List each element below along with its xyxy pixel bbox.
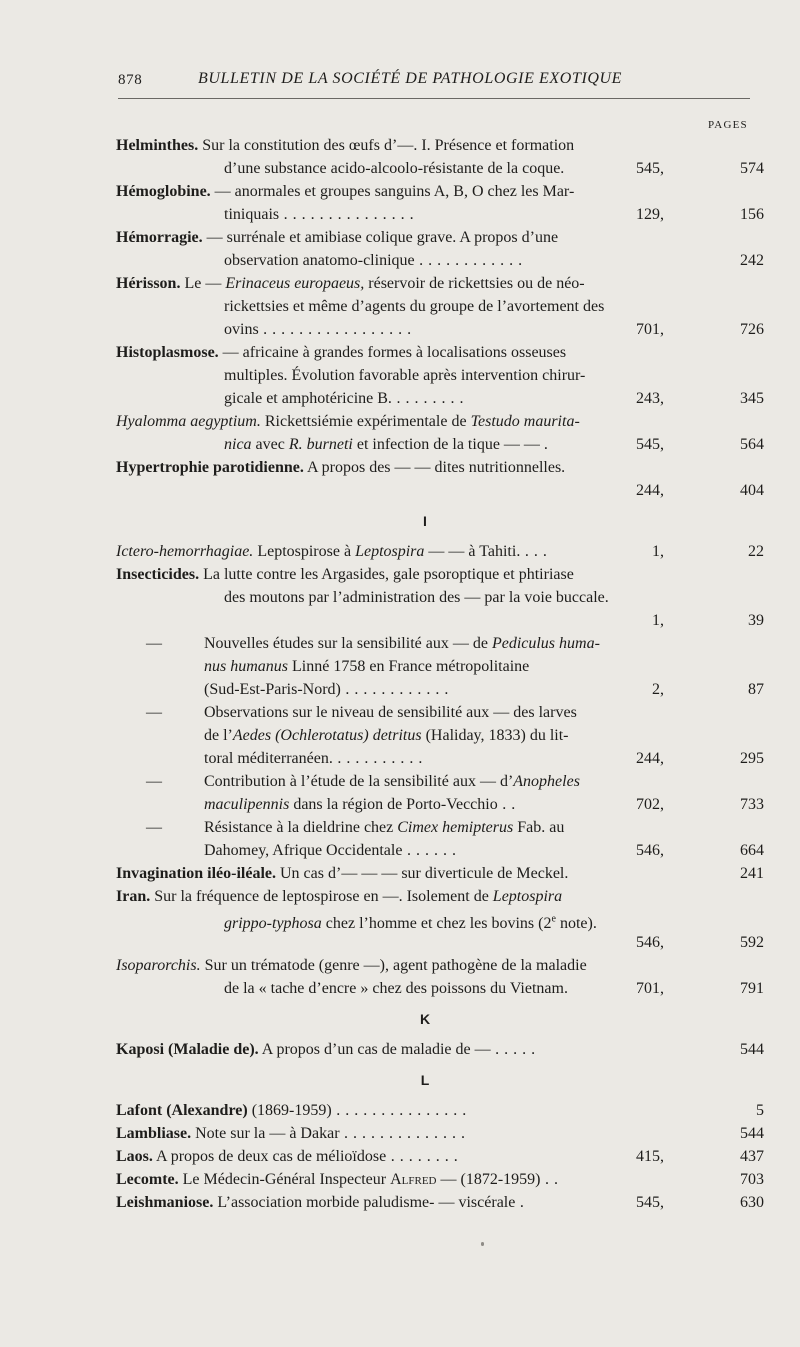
- bulletin-reference: 1,: [652, 612, 664, 629]
- index-line: [116, 931, 764, 954]
- page-reference: 544: [740, 1041, 764, 1058]
- index-line: [116, 433, 764, 456]
- bulletin-reference: 701,: [636, 321, 664, 338]
- page-reference: 703: [740, 1171, 764, 1188]
- index-line: [116, 180, 764, 203]
- index-line: [116, 1099, 764, 1122]
- bulletin-reference: 2,: [652, 681, 664, 698]
- page-reference: 630: [740, 1194, 764, 1211]
- dot-leader: . . . . . . . . . . . .: [414, 252, 523, 269]
- page-reference: 345: [740, 390, 764, 407]
- index-line: [116, 701, 764, 724]
- page-reference: 592: [740, 934, 764, 951]
- page-reference: 574: [740, 160, 764, 177]
- page-reference: 5: [756, 1102, 764, 1119]
- entry-text: Résistance à la dieldrine chez Cimex hemipterus Fab. au: [204, 819, 565, 836]
- index-line: [116, 793, 764, 816]
- page-reference: 726: [740, 321, 764, 338]
- entry-text: tiniquais: [224, 206, 280, 223]
- entry-text: de la « tache d’encre » chez des poissons du Vietnam.: [224, 980, 568, 997]
- bulletin-reference: 546,: [636, 842, 664, 859]
- index-line: [116, 295, 764, 318]
- bulletin-reference: 1,: [652, 543, 664, 560]
- bulletin-reference: 129,: [636, 206, 664, 223]
- page-reference: 241: [740, 865, 764, 882]
- index-line: [116, 816, 764, 839]
- entry-text: observation anatomo-clinique: [224, 252, 415, 269]
- page-reference: 87: [748, 681, 764, 698]
- entry-text: Invagination iléo-iléale. Un cas d’— — — sur diverticule de Meckel.: [116, 865, 569, 882]
- index-line: [116, 747, 764, 770]
- entry-text: Leishmaniose. L’association morbide paludisme- — viscérale: [116, 1194, 516, 1211]
- pages-column-label: PAGES: [708, 119, 748, 131]
- entry-text: Hémorragie. — surrénale et amibiase colique grave. A propos d’une: [116, 229, 559, 246]
- index-line: [116, 908, 764, 931]
- page-number: 878: [118, 72, 143, 88]
- repeat-dash: —: [146, 635, 162, 652]
- dot-leader: . . . . . . . . . .: [332, 750, 423, 767]
- journal-title: BULLETIN DE LA SOCIÉTÉ DE PATHOLOGIE EXOTIQUE: [198, 70, 623, 87]
- page-reference: 791: [740, 980, 764, 997]
- index-line: [116, 632, 764, 655]
- dot-leader: . . . . . . . . . . . . . . .: [279, 206, 415, 223]
- entry-text: de l’Aedes (Ochlerotatus) detritus (Haliday, 1833) du lit-: [204, 727, 569, 744]
- index-line: [116, 387, 764, 410]
- entry-text: Isoparorchis. Sur un trématode (genre —), agent pathogène de la maladie: [116, 957, 587, 974]
- dot-leader: . . . . . . . .: [386, 1148, 459, 1165]
- index-line: [116, 977, 764, 1000]
- index-line: [116, 456, 764, 479]
- page-reference: 437: [740, 1148, 764, 1165]
- entry-text: Ictero-hemorrhagiae. Leptospirose à Leptospira — — à Tahiti.: [116, 543, 521, 560]
- entry-text: Laos. A propos de deux cas de mélioïdose: [116, 1148, 387, 1165]
- dot-leader: . . .: [520, 543, 548, 560]
- page-reference: 544: [740, 1125, 764, 1142]
- index-line: [116, 410, 764, 433]
- entry-text: Hérisson. Le — Erinaceus europaeus, réservoir de rickettsies ou de néo-: [116, 275, 585, 292]
- entry-text: Dahomey, Afrique Occidentale: [204, 842, 403, 859]
- index-line: [116, 1191, 764, 1214]
- index-line: [116, 203, 764, 226]
- index-line: [116, 249, 764, 272]
- index-line: [116, 609, 764, 632]
- dot-leader: . . . . .: [490, 1041, 536, 1058]
- entry-text: Hémoglobine. — anormales et groupes sanguins A, B, O chez les Mar-: [116, 183, 575, 200]
- entry-text: ovins: [224, 321, 259, 338]
- entry-text: Helminthes. Sur la constitution des œufs d’—. I. Présence et formation: [116, 137, 575, 154]
- dot-leader: . .: [540, 1171, 559, 1188]
- index-line: [116, 272, 764, 295]
- bulletin-reference: 244,: [636, 482, 664, 499]
- dot-leader: . . . . . . . . . . . .: [340, 681, 449, 698]
- bulletin-reference: 415,: [636, 1148, 664, 1165]
- entry-text: multiples. Évolution favorable après intervention chirur-: [224, 367, 586, 384]
- entry-text: Insecticides. La lutte contre les Argasides, gale psoroptique et phtiriase: [116, 566, 574, 583]
- index-line: [116, 655, 764, 678]
- header-rule: [118, 98, 750, 99]
- section-letter: L: [420, 1072, 430, 1088]
- page-reference: 664: [740, 842, 764, 859]
- entry-text: Lafont (Alexandre) (1869-1959): [116, 1102, 332, 1119]
- entry-text: maculipennis dans la région de Porto-Vecchio: [204, 796, 498, 813]
- running-header: [118, 70, 748, 98]
- entry-text: Kaposi (Maladie de). A propos d’un cas de maladie de —: [116, 1041, 491, 1058]
- index-line: [116, 954, 764, 977]
- bulletin-reference: 702,: [636, 796, 664, 813]
- index-line: [116, 134, 764, 157]
- entry-text: Lecomte. Le Médecin-Général Inspecteur Alfred — (1872-1959): [116, 1171, 541, 1188]
- entry-text: Nouvelles études sur la sensibilité aux — de Pediculus huma-: [204, 635, 600, 652]
- index-line: [116, 1168, 764, 1191]
- index-line: [116, 862, 764, 885]
- index-line: [116, 586, 764, 609]
- index-line: [116, 341, 764, 364]
- index-line: [116, 770, 764, 793]
- page-speck: [481, 1242, 484, 1246]
- index-line: [116, 364, 764, 387]
- repeat-dash: —: [146, 773, 162, 790]
- bulletin-reference: 546,: [636, 934, 664, 951]
- entry-text: gicale et amphotéricine B.: [224, 390, 392, 407]
- index-line: [116, 318, 764, 341]
- bulletin-reference: 244,: [636, 750, 664, 767]
- repeat-dash: —: [146, 704, 162, 721]
- entry-text: nus humanus Linné 1758 en France métropolitaine: [204, 658, 530, 675]
- index-line: [116, 678, 764, 701]
- entry-text: Observations sur le niveau de sensibilité aux — des larves: [204, 704, 577, 721]
- entry-text: Iran. Sur la fréquence de leptospirose en —. Isolement de Leptospira: [116, 888, 563, 905]
- index-line: [116, 157, 764, 180]
- section-letter: I: [423, 513, 427, 529]
- index-list: [116, 134, 764, 1214]
- bulletin-reference: 545,: [636, 1194, 664, 1211]
- page-reference: 242: [740, 252, 764, 269]
- dot-leader: .: [515, 1194, 525, 1211]
- entry-text: nica avec R. burneti et infection de la tique — — .: [224, 436, 548, 453]
- entry-text: Hypertrophie parotidienne. A propos des — — dites nutritionnelles.: [116, 459, 566, 476]
- entry-text: Hyalomma aegyptium. Rickettsiémie expérimentale de Testudo maurita-: [116, 413, 580, 430]
- index-line: [116, 1122, 764, 1145]
- entry-text: grippo-typhosa chez l’homme et chez les bovins (2e note).: [224, 914, 597, 933]
- page-reference: 295: [740, 750, 764, 767]
- entry-text: Contribution à l’étude de la sensibilité aux — d’Anopheles: [204, 773, 580, 790]
- index-line: [116, 226, 764, 249]
- entry-text: Lambliase. Note sur la — à Dakar: [116, 1125, 340, 1142]
- index-line: [116, 1145, 764, 1168]
- index-line: [116, 724, 764, 747]
- bulletin-reference: 243,: [636, 390, 664, 407]
- bulletin-reference: 701,: [636, 980, 664, 997]
- dot-leader: . . . . . . . .: [391, 390, 464, 407]
- entry-text: rickettsies et même d’agents du groupe de l’avortement des: [224, 298, 605, 315]
- index-line: [116, 839, 764, 862]
- page-reference: 564: [740, 436, 764, 453]
- entry-text: Histoplasmose. — africaine à grandes formes à localisations osseuses: [116, 344, 567, 361]
- dot-leader: . . . . . .: [402, 842, 457, 859]
- page-reference: 156: [740, 206, 764, 223]
- entry-text: des moutons par l’administration des — par la voie buccale.: [224, 589, 609, 606]
- dot-leader: . . . . . . . . . . . . . . . . .: [258, 321, 412, 338]
- bulletin-reference: 545,: [636, 160, 664, 177]
- page-reference: 39: [748, 612, 764, 629]
- section-letter: K: [419, 1011, 431, 1027]
- dot-leader: . .: [497, 796, 516, 813]
- entry-text: (Sud-Est-Paris-Nord): [204, 681, 341, 698]
- index-line: [116, 1038, 764, 1061]
- page-reference: 404: [740, 482, 764, 499]
- index-line: [116, 563, 764, 586]
- page-reference: 733: [740, 796, 764, 813]
- index-line: [116, 885, 764, 908]
- entry-text: d’une substance acido-alcoolo-résistante de la coque.: [224, 160, 565, 177]
- dot-leader: . . . . . . . . . . . . . .: [339, 1125, 466, 1142]
- entry-text: toral méditerranéen.: [204, 750, 333, 767]
- page-reference: 22: [748, 543, 764, 560]
- bulletin-reference: 545,: [636, 436, 664, 453]
- index-line: [116, 540, 764, 563]
- dot-leader: . . . . . . . . . . . . . . .: [331, 1102, 467, 1119]
- repeat-dash: —: [146, 819, 162, 836]
- index-line: [116, 479, 764, 502]
